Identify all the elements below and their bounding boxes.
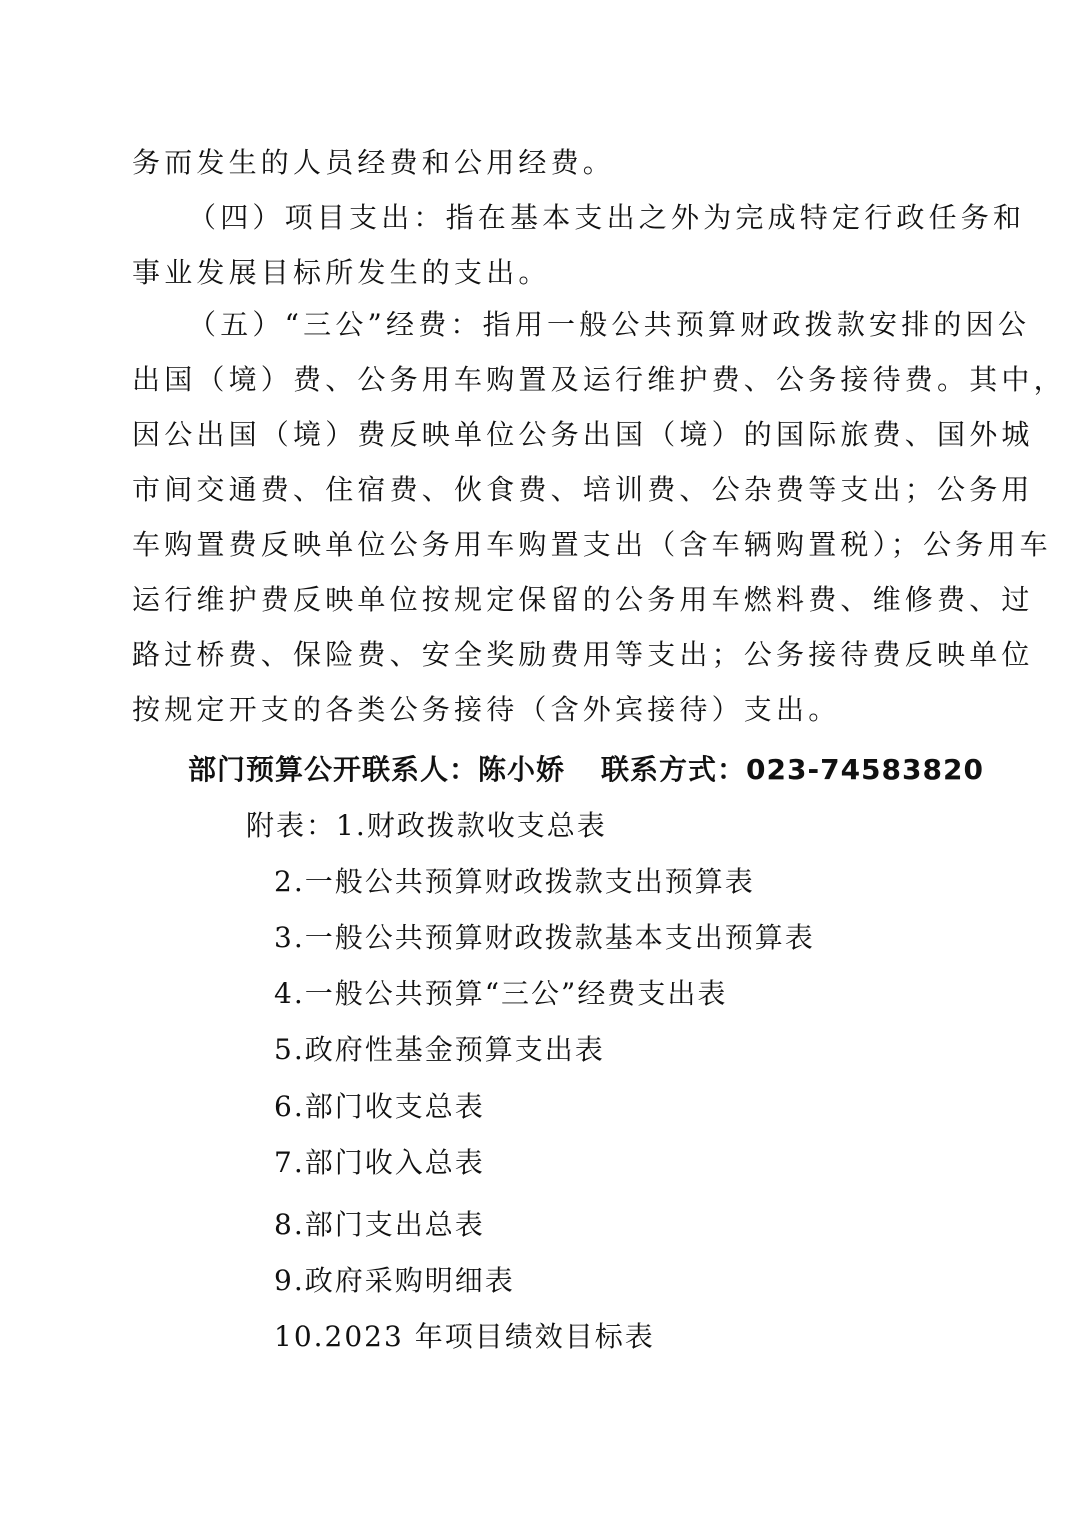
attachment-item: 7.部门收入总表: [274, 1146, 485, 1179]
paragraph-line: 市间交通费、住宿费、伙食费、培训费、公杂费等支出；公务用: [132, 473, 1034, 506]
paragraph-line: 运行维护费反映单位按规定保留的公务用车燃料费、维修费、过: [132, 583, 1034, 616]
attachment-item: 10.2023 年项目绩效目标表: [274, 1320, 655, 1353]
paragraph-line: （五）“三公”经费：指用一般公共预算财政拨款安排的因公: [188, 308, 1031, 341]
paragraph-line: 事业发展目标所发生的支出。: [132, 256, 551, 289]
paragraph-line: 务而发生的人员经费和公用经费。: [132, 146, 616, 179]
attachment-item: 9.政府采购明细表: [274, 1264, 515, 1297]
contact-line: [188, 750, 984, 790]
paragraph-line: 出国（境）费、公务用车购置及运行维护费、公务接待费。其中，: [132, 363, 1066, 396]
attachment-item: 4.一般公共预算“三公”经费支出表: [274, 977, 728, 1010]
attachment-item: 5.政府性基金预算支出表: [274, 1033, 605, 1066]
attachment-item: 8.部门支出总表: [274, 1208, 485, 1241]
attachment-item: 2.一般公共预算财政拨款支出预算表: [274, 865, 755, 898]
attachment-item: 3.一般公共预算财政拨款基本支出预算表: [274, 921, 815, 954]
paragraph-line: 路过桥费、保险费、安全奖励费用等支出；公务接待费反映单位: [132, 638, 1034, 671]
paragraph-line: 车购置费反映单位公务用车购置支出（含车辆购置税）；公务用车: [132, 528, 1052, 561]
attachment-item: 6.部门收支总表: [274, 1090, 485, 1123]
contact-person: 部门预算公开联系人：陈小娇: [188, 753, 566, 786]
paragraph-line: （四）项目支出：指在基本支出之外为完成特定行政任务和: [188, 201, 1026, 234]
attachment-row: [246, 806, 607, 846]
attachment-label: 附表：: [246, 809, 337, 842]
paragraph-line: 因公出国（境）费反映单位公务出国（境）的国际旅费、国外城: [132, 418, 1034, 451]
contact-method: 联系方式：023-74583820: [601, 753, 984, 786]
paragraph-line: 按规定开支的各类公务接待（含外宾接待）支出。: [132, 693, 841, 726]
attachment-item: 1.财政拨款收支总表: [336, 809, 607, 842]
